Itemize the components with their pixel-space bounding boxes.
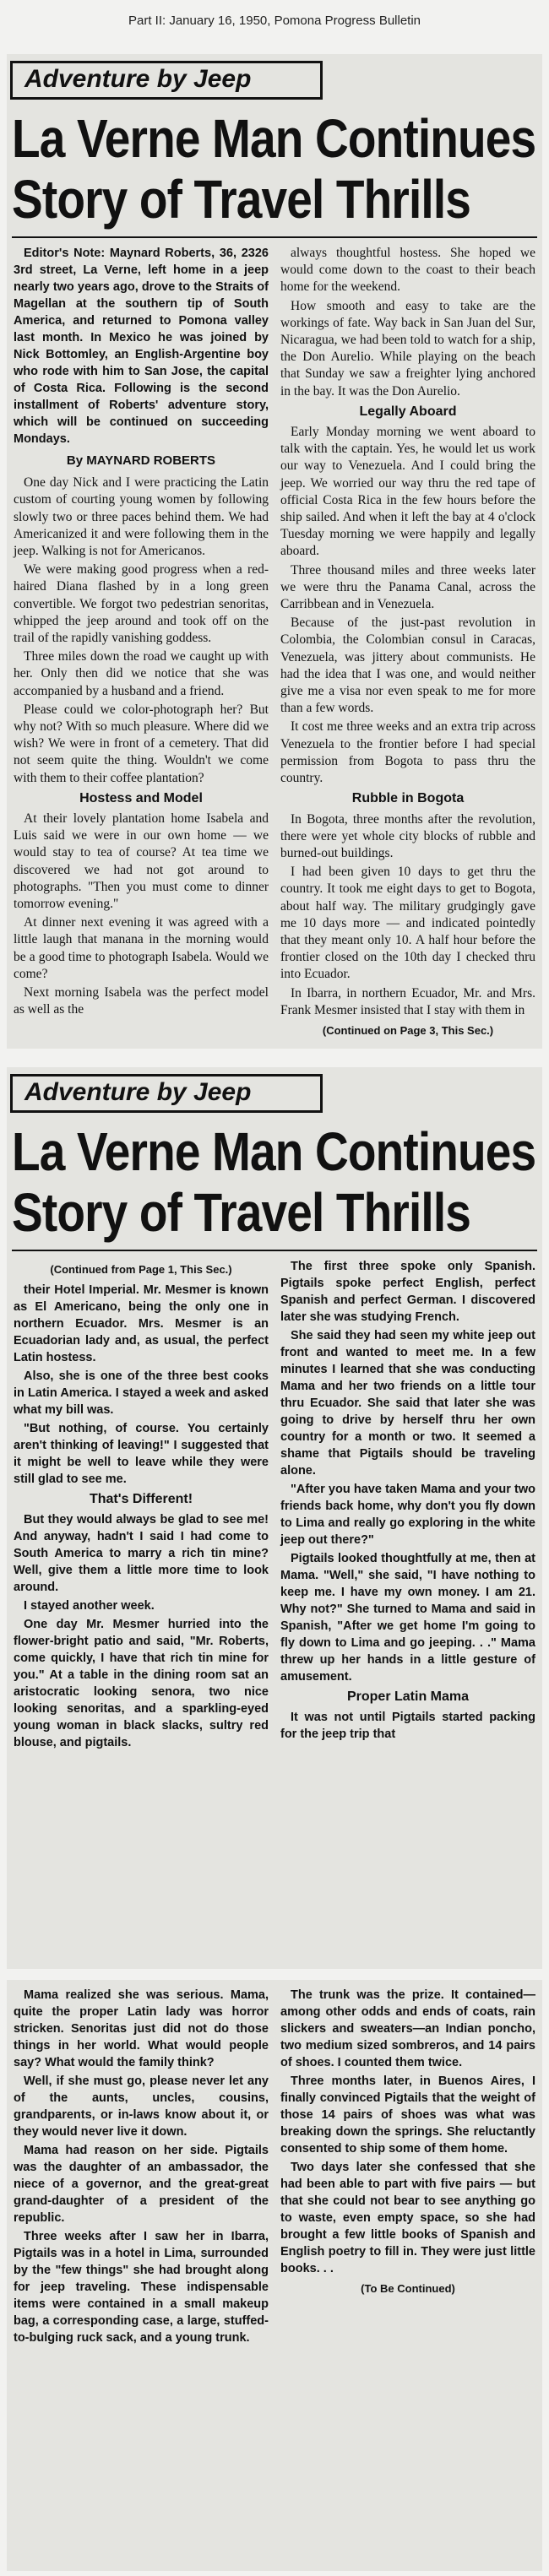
paragraph: their Hotel Imperial. Mr. Mesmer is known as El Americano, being the only one in northern Ecuador. Mrs. Mesmer is an Ecuadorian lady and, as usual, the perfect Latin hostess. [14,1283,269,1364]
left-column [14,1258,269,1753]
paragraph: It cost me three weeks and an extra trip across Venezuela to the frontier before I had special permission from Bogota to pass thru the country. [280,719,535,786]
paragraph: Also, she is one of the three best cooks in Latin America. I stayed a week and asked what my bill was. [14,1369,269,1417]
paragraph: I stayed another week. [24,1599,155,1613]
paragraph: Pigtails looked thoughtfully at me, then at Mama. "Well," she said, "I have nothing to keep me. I have my own money. I am 21. Why not?" She turned to Mama and said in Spanish, "After we get home I'm going to fly down to Lima and go jeeping. . ." Mama threw up her hands in a little gesture of amusement. [280,1552,535,1684]
paragraph: One day Nick and I were practicing the Latin custom of courting young women by following slowly two or three paces behind them. We had Americanized it and were following them in the jeep. Walking is not for Americanos. [14,475,269,559]
paragraph: She said they had seen my white jeep out front and wanted to meet me. In a few minutes I learned that she was conducting Mama and her two friends on a little tour thru Ecuador. She said that later she was going to drive by herself thru her own country for a month or two. It seemed a shame that Pigtails should be traveling alone. [280,1329,535,1478]
paragraph: Please could we color-photograph her? But why not? With so much pleasure. Where did we wish? We were in front of a cemetery. That did not seem quite the thing. Wouldn't we come with them to their coffee plantation? [14,702,269,785]
paragraph: We were making good progress when a red-haired Diana flashed by in a long green convertible. We forgot two pedestrian senoritas, whipped the jeep around and took off on the trail of the rapidly vanishing goddess. [14,562,269,646]
paragraph: In Ibarra, in northern Ecuador, Mr. and Mrs. Frank Mesmer insisted that I stay with them in [280,985,535,1017]
continued-note: (Continued on Page 3, This Sec.) [322,1023,494,1037]
paragraph: How smooth and easy to take are the workings of fate. Way back in San Juan del Sur, Nicaragua, we had been told to watch for a ship, the Don Aurelio. While playing on the beach that Sunday we saw a freighter lying anchored in the bay. It was the Don Aurelio. [280,298,535,399]
divider [12,236,537,238]
subhead: Hostess and Model [79,790,203,805]
continued-from-note: (Continued from Page 1, This Sec.) [50,1263,232,1276]
page-header: Part II: January 16, 1950, Pomona Progress Bulletin [128,14,421,28]
clipping-part-two [7,1067,542,1969]
paragraph: Next morning Isabela was the perfect model as well as the [14,985,269,1017]
paragraph: The first three spoke only Spanish. Pigtails spoke perfect English, perfect Spanish and perfect German. I discovered later she was studying French. [280,1260,535,1324]
divider [12,1250,537,1251]
right-column [280,1987,535,2348]
paragraph: Two days later she confessed that she had been able to part with five pairs — but that she could not bear to see anything go to waste, even empty space, so she had brought a few little books of Spanish and English poetry to fill in. They were just little books. . . [280,2161,535,2275]
headline: La Verne Man Continues Story of Travel Thrills [12,1121,536,1243]
section-banner: Adventure by Jeep [10,1074,323,1113]
paragraph: Three miles down the road we caught up with her. Only then did we notice that she was accompanied by a husband and a friend. [14,649,269,698]
article-columns [7,1258,542,1753]
headline: La Verne Man Continues Story of Travel Thrills [12,108,536,230]
to-be-continued-note: (To Be Continued) [361,2282,455,2295]
clipping-part-one [7,54,542,1049]
clipping-part-three [7,1980,542,2571]
left-column [14,245,269,1043]
paragraph: "After you have taken Mama and your two friends back home, why don't you fly down to Lima and really go exploring in the white jeep out there?" [280,1483,535,1547]
paragraph: Three thousand miles and three weeks later we were thru the Panama Canal, across the Carribbean and in Venezuela. [280,562,535,612]
paragraph: At their lovely plantation home Isabela and Luis said we were in our own home — we would stay to tea of course? At tea time we discovered we had not got around to photographs. "Then you must come to dinner tomorrow evening." [14,811,269,912]
byline: By MAYNARD ROBERTS [66,453,216,468]
subhead: Legally Aboard [359,404,457,419]
paragraph: At dinner next evening it was agreed with a little laugh that manana in the morning would be a good time to photograph Isabela. Would we come? [14,915,269,981]
paragraph: But they would always be glad to see me! And anyway, hadn't I said I had come to South America to marry a rich tin mine? Well, give them a little more time to look around. [14,1513,269,1594]
right-column [280,1258,535,1753]
subhead: That's Different! [89,1492,193,1506]
paragraph: It was not until Pigtails started packing for the jeep trip that [280,1711,535,1741]
subhead: Rubble in Bogota [351,791,465,806]
left-column [14,1987,269,2348]
paragraph: Mama realized she was serious. Mama, quite the proper Latin lady was horror stricken. Senoritas just did not do those things in her world. What would people say? What would the family think? [14,1988,269,2069]
article-columns [7,245,542,1043]
paragraph: Three weeks after I saw her in Ibarra, Pigtails was in a hotel in Lima, surrounded by the "few things" she had brought along for jeep traveling. These indispensable items were contained in a small makeup bag, a corresponding case, a large, stuffed-to-bulging ruck sack, and a young trunk. [14,2230,269,2345]
paragraph: Mama had reason on her side. Pigtails was the daughter of an ambassador, the niece of a governor, and the great-great grand-daughter of a president of the republic. [14,2144,269,2225]
paragraph: Because of the just-past revolution in Colombia, the Colombian consul in Caracas, Venezuela, was jittery about communists. He had the idea that I was one, and would neither give me a visa nor even speak to me for more than a few words. [280,616,535,716]
paragraph: One day Mr. Mesmer hurried into the flower-bright patio and said, "Mr. Roberts, come quickly, I have that rich tin mine for you." At a table in the dining room sat an aristocratic looking senora, two nice looking senoritas, and a sparkling-eyed young woman in black slacks, sultry red blouse, and pigtails. [14,1618,269,1749]
paragraph: In Bogota, three months after the revolution, there were yet whole city blocks of rubble and burned-out buildings. [280,811,535,860]
right-column [280,245,535,1043]
paragraph: The trunk was the prize. It contained—among other odds and ends of coats, rain slickers and sweaters—an Indian poncho, two medium sized sombreros, and 14 pairs of shoes. I counted them twice. [280,1988,535,2069]
article-columns [7,1980,542,2348]
paragraph: I had been given 10 days to get thru the country. It took me eight days to get to Bogota, about half way. The military grudgingly gave me 10 days more — and indicated pointedly that they meant only 10. A half hour before the frontier closed on the 10th day I checked thru into Ecuador. [280,865,535,982]
section-banner: Adventure by Jeep [10,61,323,100]
subhead: Proper Latin Mama [346,1689,470,1704]
paragraph: always thoughtful hostess. She hoped we would come down to the coast to their beach home for the weekend. [280,246,535,295]
paragraph: Well, if she must go, please never let any of the aunts, uncles, cousins, grandparents, or in-laws know about it, or they would never live it down. [14,2074,269,2139]
paragraph: Early Monday morning we went aboard to talk with the captain. Yes, he would let us work our way to Venezuela. And I could bring the jeep. We worried our way thru the red tape of official Costa Rica in the few hours before the ship sailed. And when it left the bay at 4 o'clock Tuesday morning we were happily and legally aboard. [280,425,535,559]
paragraph: Three months later, in Buenos Aires, I finally convinced Pigtails that the weight of those 14 pairs of shoes was what was breaking down the springs. She reluctantly consented to ship some of them home. [280,2074,535,2156]
paragraph: "But nothing, of course. You certainly aren't thinking of leaving!" I suggested that it might be well to leave while they were still glad to see me. [14,1422,269,1486]
editors-note: Editor's Note: Maynard Roberts, 36, 2326 3rd street, La Verne, left home in a jeep nearly two years ago, drove to the Straits of Magellan at the southern tip of South America, and returned to Pomona valley last month. In Mexico he was joined by Nick Bottomley, an English-Argentine boy who rode with him to San Jose, the capital of Costa Rica. Following is the second installment of Roberts' adventure story, which will be continued on succeeding Mondays. [14,247,269,446]
